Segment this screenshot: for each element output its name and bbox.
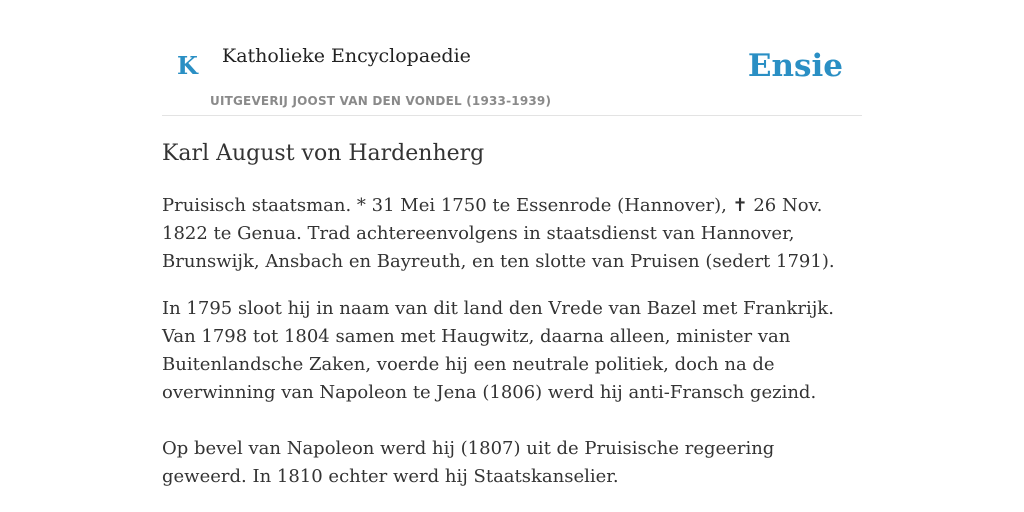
- page: [162, 0, 862, 487]
- header: [162, 0, 862, 116]
- ensie-brand-link[interactable]: Ensie: [747, 48, 843, 84]
- publisher-subtitle: UITGEVERIJ JOOST VAN DEN VONDEL (1933-1939): [210, 94, 552, 108]
- encyclopedia-logo[interactable]: K: [177, 51, 198, 80]
- article-title: Karl August von Hardenherg: [162, 141, 485, 166]
- site-title[interactable]: Katholieke Encyclopaedie: [222, 45, 471, 67]
- article-paragraph-1: Pruisisch staatsman. * 31 Mei 1750 te Essenrode (Hannover), ✝ 26 Nov. 1822 te Genua. Trad achtereenvolgens in staatsdienst van Hannover, Brunswijk, Ansbach en Bayreuth, en ten slotte van Pruisen (sedert 1791).: [162, 195, 835, 272]
- article-paragraph-3: Op bevel van Napoleon werd hij (1807) uit de Pruisische regeering geweerd. In 1810 echter werd hij Staatskanselier.: [162, 438, 775, 487]
- article-paragraph-2: In 1795 sloot hij in naam van dit land den Vrede van Bazel met Frankrijk. Van 1798 tot 1804 samen met Haugwitz, daarna alleen, minister van Buitenlandsche Zaken, voerde hij een neutrale politiek, doch na de overwinning van Napoleon te Jena (1806) werd hij anti-Fransch gezind.: [162, 298, 834, 403]
